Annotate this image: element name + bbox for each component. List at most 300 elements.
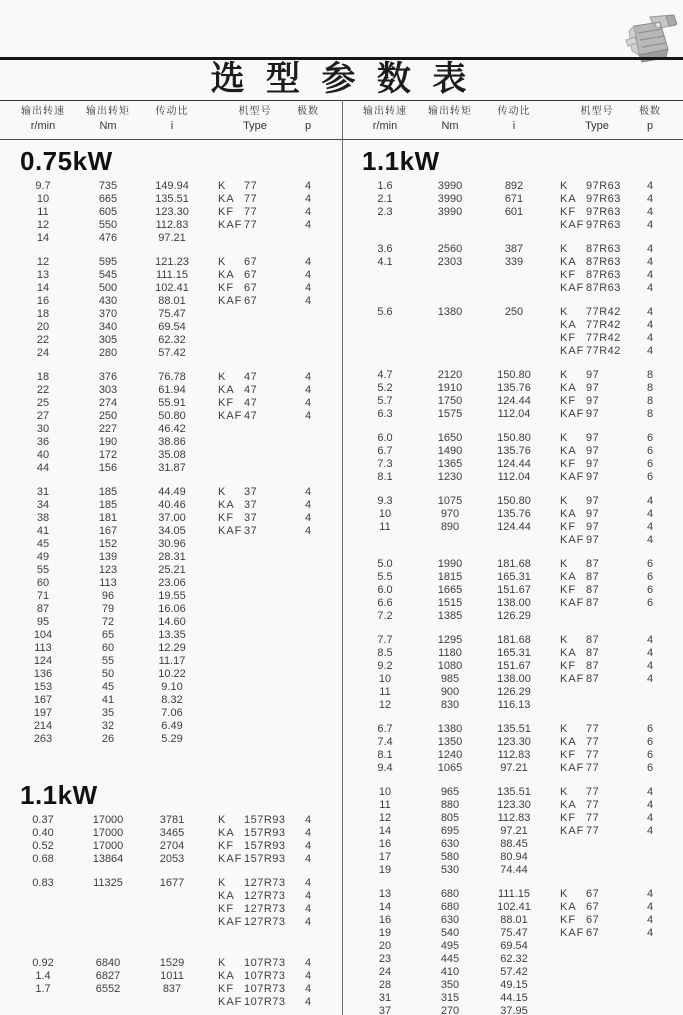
output-speed: 16 [36, 295, 50, 307]
table-row [0, 616, 342, 629]
type-prefix: KAF [560, 408, 585, 420]
type-prefix [214, 707, 242, 720]
output-torque: 172 [98, 449, 118, 461]
ratio: 837 [162, 983, 182, 995]
type-prefix [214, 733, 242, 746]
table-row [0, 590, 342, 603]
type-model [242, 551, 296, 564]
table-row [0, 486, 342, 499]
table-row [0, 970, 342, 983]
type-prefix: KAF [218, 916, 243, 928]
output-speed: 167 [33, 694, 53, 706]
table-row [0, 282, 342, 295]
ratio: 23.06 [158, 577, 186, 589]
type-prefix [556, 699, 584, 712]
type-prefix: KA [218, 970, 235, 982]
table-header-left [0, 103, 342, 139]
type-model [242, 720, 296, 733]
type-model [242, 436, 296, 449]
ratio: 339 [504, 256, 524, 268]
table-row [0, 397, 342, 410]
table-row [342, 584, 683, 597]
type-model: 157R93 [244, 853, 286, 865]
output-torque: 350 [440, 979, 460, 991]
type-prefix: KAF [218, 219, 243, 231]
type-model: 97 [586, 508, 600, 520]
poles [296, 707, 320, 720]
type-prefix: KF [560, 521, 577, 533]
poles [638, 979, 662, 992]
output-torque: 17000 [92, 840, 124, 852]
table-row [0, 449, 342, 462]
type-prefix: K [560, 723, 569, 735]
table-row [0, 206, 342, 219]
right-column [342, 142, 683, 1015]
table-row [342, 597, 683, 610]
output-speed [0, 890, 86, 903]
type-prefix: KA [218, 827, 235, 839]
power-heading: 0.75kW [20, 146, 113, 176]
poles: 4 [304, 269, 312, 281]
poles: 4 [304, 525, 312, 537]
poles: 6 [646, 558, 654, 570]
output-torque: 303 [98, 384, 118, 396]
type-model: 97 [586, 369, 600, 381]
poles: 4 [646, 888, 654, 900]
output-speed: 12 [378, 699, 392, 711]
type-model [584, 979, 638, 992]
output-torque: 72 [101, 616, 115, 628]
ratio [472, 345, 556, 358]
type-model: 127R73 [244, 877, 286, 889]
output-torque: 370 [98, 308, 118, 320]
type-model: 97 [586, 395, 600, 407]
output-torque: 1365 [437, 458, 463, 470]
type-prefix: KAF [218, 295, 243, 307]
table-row [342, 458, 683, 471]
output-speed: 18 [36, 371, 50, 383]
model-block [0, 486, 342, 746]
type-model: 87 [586, 597, 600, 609]
output-speed: 6.3 [377, 408, 393, 420]
model-block [0, 814, 342, 866]
output-torque: 17000 [92, 814, 124, 826]
table-row [342, 369, 683, 382]
type-prefix [214, 334, 242, 347]
type-prefix: KF [560, 395, 577, 407]
output-speed: 2.3 [377, 206, 393, 218]
type-model: 67 [244, 256, 258, 268]
table-row [342, 992, 683, 1005]
type-prefix [214, 668, 242, 681]
output-torque: 735 [98, 180, 118, 192]
table-row [342, 332, 683, 345]
type-model: 77 [586, 749, 600, 761]
type-model: 97 [586, 445, 600, 457]
type-model [242, 462, 296, 475]
table-row [342, 193, 683, 206]
type-model: 77 [244, 219, 258, 231]
poles: 4 [646, 269, 654, 281]
ratio [130, 890, 214, 903]
type-model: 87 [586, 647, 600, 659]
table-row [342, 634, 683, 647]
type-model [242, 707, 296, 720]
output-speed: 0.40 [32, 827, 54, 839]
output-torque: 1490 [437, 445, 463, 457]
table-row [342, 888, 683, 901]
output-speed: 5.6 [377, 306, 393, 318]
ratio: 149.94 [155, 180, 189, 192]
poles: 4 [304, 295, 312, 307]
output-torque: 6840 [95, 957, 121, 969]
ratio [130, 903, 214, 916]
type-model [242, 668, 296, 681]
table-row [342, 749, 683, 762]
type-prefix: KF [218, 397, 235, 409]
poles [296, 321, 320, 334]
table-row [342, 673, 683, 686]
output-speed [342, 332, 428, 345]
type-prefix: KA [560, 256, 577, 268]
table-row [0, 371, 342, 384]
ratio: 44.49 [158, 486, 186, 498]
output-torque: 3990 [437, 193, 463, 205]
type-prefix [214, 538, 242, 551]
table-row [0, 733, 342, 746]
output-torque: 605 [98, 206, 118, 218]
type-model: 97R63 [586, 206, 621, 218]
type-model: 97 [586, 458, 600, 470]
ratio: 124.44 [497, 521, 531, 533]
output-speed: 5.5 [377, 571, 393, 583]
power-section [0, 146, 342, 746]
type-prefix: K [560, 634, 569, 646]
table-header-right [342, 103, 683, 139]
type-prefix: KAF [218, 853, 243, 865]
table-row [0, 410, 342, 423]
type-prefix: K [560, 495, 569, 507]
output-speed: 1.7 [35, 983, 51, 995]
output-speed: 4.7 [377, 369, 393, 381]
ratio: 181.68 [497, 634, 531, 646]
poles: 6 [646, 762, 654, 774]
output-speed [342, 219, 428, 232]
type-model [584, 966, 638, 979]
table-row [342, 927, 683, 940]
output-speed: 7.7 [377, 634, 393, 646]
model-block [342, 432, 683, 484]
type-model: 97R63 [586, 180, 621, 192]
poles [296, 538, 320, 551]
type-prefix [214, 308, 242, 321]
output-torque: 152 [98, 538, 118, 550]
col-header-poles-unit: p [304, 120, 312, 132]
type-model [584, 940, 638, 953]
ratio: 124.44 [497, 395, 531, 407]
output-speed: 263 [33, 733, 53, 745]
table-row [342, 953, 683, 966]
output-speed: 4.1 [377, 256, 393, 268]
ratio: 14.60 [158, 616, 186, 628]
type-prefix: KAF [560, 471, 585, 483]
output-speed [342, 282, 428, 295]
type-prefix: KAF [560, 597, 585, 609]
output-torque: 1990 [437, 558, 463, 570]
type-model: 77 [586, 723, 600, 735]
output-speed: 1.4 [35, 970, 51, 982]
table-row [342, 647, 683, 660]
ratio: 671 [504, 193, 524, 205]
poles [638, 992, 662, 1005]
output-speed: 9.3 [377, 495, 393, 507]
output-speed: 37 [378, 1005, 392, 1015]
model-block [342, 369, 683, 421]
output-torque: 2560 [437, 243, 463, 255]
poles: 6 [646, 445, 654, 457]
col-header-type [214, 103, 296, 139]
output-speed: 14 [378, 825, 392, 837]
type-model: 97R63 [586, 193, 621, 205]
table-row [342, 901, 683, 914]
output-speed: 13 [378, 888, 392, 900]
output-speed: 11 [37, 206, 49, 218]
type-model: 87 [586, 673, 600, 685]
poles [296, 694, 320, 707]
table-row [342, 660, 683, 673]
ratio: 57.42 [500, 966, 528, 978]
ratio: 34.05 [158, 525, 186, 537]
type-model: 127R73 [244, 903, 286, 915]
table-row [0, 840, 342, 853]
output-speed: 10 [378, 673, 392, 685]
type-model [584, 838, 638, 851]
poles: 4 [646, 901, 654, 913]
type-model [584, 610, 638, 623]
output-speed: 5.0 [377, 558, 393, 570]
poles [638, 851, 662, 864]
output-speed: 12 [36, 219, 50, 231]
output-torque: 1650 [437, 432, 463, 444]
col-header-torque [86, 103, 130, 139]
type-model: 47 [244, 397, 258, 409]
type-prefix: KAF [218, 525, 243, 537]
table-row [342, 1005, 683, 1015]
col-header-ratio-unit: i [170, 120, 174, 132]
type-model [242, 423, 296, 436]
ratio: 1529 [159, 957, 185, 969]
output-torque: 880 [440, 799, 460, 811]
type-model: 77 [586, 799, 600, 811]
output-torque: 2120 [437, 369, 463, 381]
poles [296, 347, 320, 360]
type-model: 87 [586, 634, 600, 646]
output-speed: 0.52 [32, 840, 54, 852]
poles: 4 [304, 219, 312, 231]
output-torque: 530 [440, 864, 460, 876]
type-model [242, 642, 296, 655]
ratio: 112.04 [497, 408, 531, 420]
ratio: 135.76 [497, 445, 531, 457]
table-row [342, 534, 683, 547]
output-torque: 185 [98, 486, 118, 498]
output-torque: 45 [101, 681, 115, 693]
table-row [342, 966, 683, 979]
ratio: 123.30 [497, 736, 531, 748]
type-prefix: K [560, 180, 569, 192]
output-torque [428, 345, 472, 358]
output-torque: 340 [98, 321, 118, 333]
output-speed: 0.92 [32, 957, 54, 969]
table-row [0, 577, 342, 590]
type-model: 87R63 [586, 282, 621, 294]
output-speed: 24 [378, 966, 392, 978]
output-speed: 11 [379, 521, 391, 533]
poles [296, 590, 320, 603]
poles: 4 [304, 384, 312, 396]
type-prefix: K [218, 371, 227, 383]
poles [296, 449, 320, 462]
col-header-ratio-label: 传动比 [497, 106, 531, 117]
col-header-type-unit: Type [585, 120, 609, 132]
type-prefix: KA [560, 193, 577, 205]
type-prefix [556, 1005, 584, 1015]
col-header-speed-unit: r/min [30, 120, 56, 132]
table-row [342, 395, 683, 408]
type-prefix: K [218, 877, 227, 889]
output-torque: 3990 [437, 206, 463, 218]
table-row [0, 603, 342, 616]
power-heading: 1.1kW [20, 780, 98, 810]
type-prefix [214, 603, 242, 616]
poles: 4 [646, 243, 654, 255]
type-prefix: KA [560, 736, 577, 748]
output-speed: 113 [34, 642, 52, 654]
ratio: 13.35 [158, 629, 186, 641]
col-header-poles [296, 103, 320, 139]
poles [638, 699, 662, 712]
output-torque: 65 [101, 629, 115, 641]
ratio: 1011 [160, 970, 184, 982]
poles [638, 864, 662, 877]
table-row [342, 762, 683, 775]
type-model: 127R73 [244, 916, 286, 928]
col-header-ratio [130, 103, 214, 139]
poles: 6 [646, 597, 654, 609]
table-row [342, 812, 683, 825]
ratio: 25.21 [158, 564, 186, 576]
table-row [0, 903, 342, 916]
output-torque [86, 996, 130, 1009]
table-row [342, 940, 683, 953]
table-row [342, 914, 683, 927]
type-prefix [214, 436, 242, 449]
type-prefix: KA [560, 382, 577, 394]
poles [296, 423, 320, 436]
poles: 4 [304, 282, 312, 294]
output-speed: 9.2 [377, 660, 393, 672]
output-speed: 41 [36, 525, 50, 537]
poles [296, 629, 320, 642]
output-torque: 11325 [93, 877, 123, 889]
table-row [0, 462, 342, 475]
type-model [242, 321, 296, 334]
table-row [0, 232, 342, 245]
ratio: 126.29 [497, 686, 531, 698]
poles: 4 [304, 840, 312, 852]
ratio: 135.51 [497, 786, 531, 798]
poles: 4 [646, 282, 654, 294]
ratio: 75.47 [500, 927, 528, 939]
poles: 4 [304, 180, 312, 192]
output-torque: 26 [101, 733, 115, 745]
output-torque: 1385 [437, 610, 463, 622]
output-torque [428, 269, 472, 282]
output-torque: 181 [98, 512, 118, 524]
table-row [0, 308, 342, 321]
poles [296, 655, 320, 668]
output-speed: 17 [378, 851, 392, 863]
output-speed: 49 [36, 551, 50, 563]
table-row [0, 629, 342, 642]
type-model: 77 [586, 812, 600, 824]
poles: 8 [646, 408, 654, 420]
model-block [342, 558, 683, 623]
ratio: 11.17 [158, 655, 186, 667]
poles: 4 [304, 814, 312, 826]
output-speed: 10 [36, 193, 50, 205]
output-torque: 630 [440, 838, 460, 850]
output-torque: 227 [98, 423, 118, 435]
type-model: 67 [586, 914, 600, 926]
table-row [0, 512, 342, 525]
output-speed: 3.6 [377, 243, 393, 255]
model-block [0, 957, 342, 1009]
ratio: 2704 [159, 840, 185, 852]
ratio: 80.94 [500, 851, 528, 863]
type-model: 67 [586, 888, 600, 900]
output-speed [342, 345, 428, 358]
type-model: 97 [586, 521, 600, 533]
type-prefix [214, 590, 242, 603]
poles [296, 577, 320, 590]
ratio: 601 [504, 206, 524, 218]
col-header-ratio-unit: i [512, 120, 516, 132]
type-prefix: KA [560, 508, 577, 520]
output-speed: 87 [36, 603, 50, 615]
output-speed: 20 [378, 940, 392, 952]
table-row [0, 983, 342, 996]
type-prefix: KA [560, 319, 577, 331]
output-speed: 18 [36, 308, 50, 320]
poles [638, 966, 662, 979]
table-row [0, 564, 342, 577]
type-model: 77R42 [586, 345, 621, 357]
ratio [472, 534, 556, 547]
poles: 4 [646, 319, 654, 331]
type-prefix [556, 940, 584, 953]
poles: 4 [646, 332, 654, 344]
type-prefix: KAF [560, 534, 585, 546]
output-torque: 550 [98, 219, 118, 231]
ratio: 135.76 [497, 382, 531, 394]
output-torque: 139 [98, 551, 118, 563]
output-speed: 31 [36, 486, 50, 498]
poles: 4 [304, 903, 312, 915]
type-prefix: KF [218, 282, 235, 294]
poles: 4 [646, 799, 654, 811]
type-prefix: KAF [560, 673, 585, 685]
